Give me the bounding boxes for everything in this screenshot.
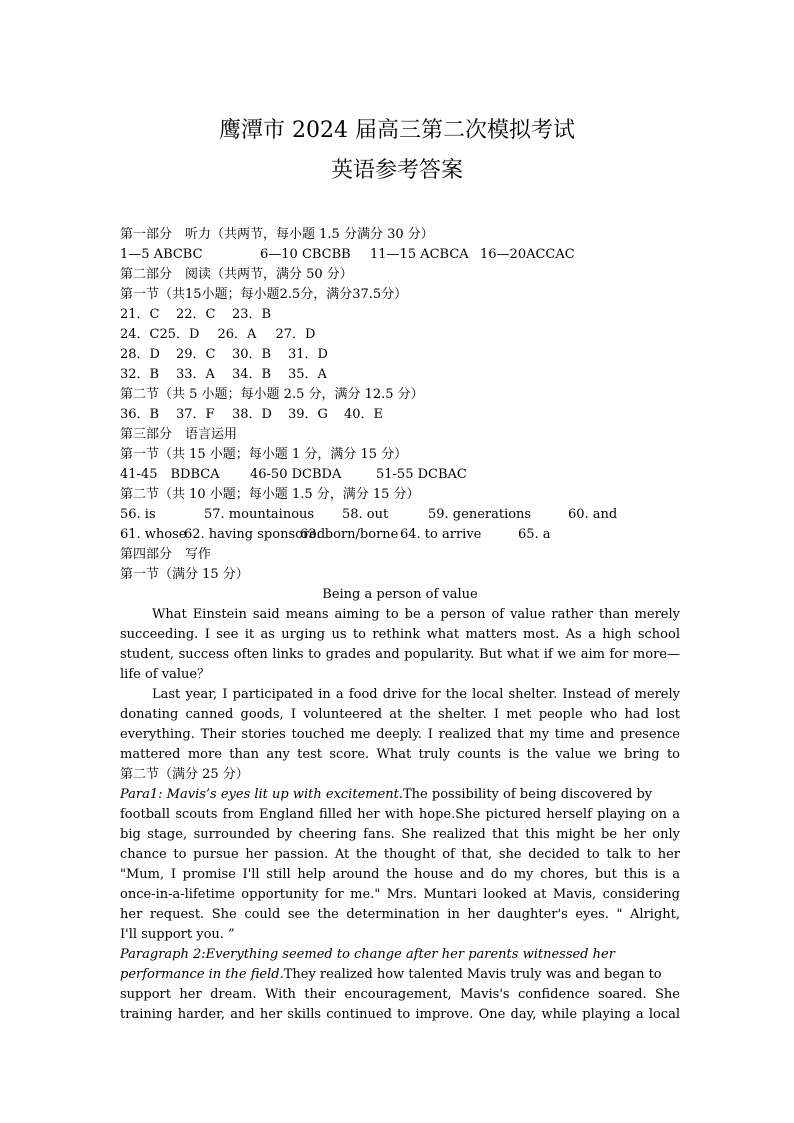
story-line: chance to pursue her passion. At the thought of that, she decided to talk to her bbox=[120, 847, 680, 862]
part1-answers bbox=[120, 245, 680, 265]
story-line: football scouts from England filled her with hope.She pictured herself playing on a bbox=[120, 807, 680, 822]
part4-sec2-heading: 第二节（满分 25 分） bbox=[120, 767, 249, 782]
para2-lead: Paragraph 2:Everything seemed to change after her parents witnessed her bbox=[120, 947, 615, 962]
story-line bbox=[120, 965, 680, 985]
para2-lead-end: performance in the field bbox=[120, 967, 280, 982]
story-line: I'll support you. ” bbox=[120, 927, 235, 942]
answer-row bbox=[120, 505, 680, 525]
answer-item: 40．E bbox=[344, 407, 384, 422]
answer-item: 21．C bbox=[120, 307, 160, 322]
part4-heading: 第四部分 写作 bbox=[120, 547, 212, 562]
answer-group: 16—20ACCAC bbox=[480, 247, 575, 262]
answer-group: 1—5 ABCBC bbox=[120, 247, 203, 262]
part2-heading: 第二部分 阅读（共两节，满分 50 分） bbox=[120, 267, 353, 282]
answer-item: 25．D bbox=[159, 327, 200, 342]
essay-line: mattered more than any test score. What truly counts is the value we bring to bbox=[120, 747, 680, 762]
answer-item: 27．D bbox=[275, 327, 316, 342]
answer-row bbox=[120, 305, 680, 325]
answer-item: 28．D bbox=[120, 347, 160, 362]
essay-line: Last year, I participated in a food drive for the local shelter. Instead of merely bbox=[152, 687, 680, 702]
answer-item: 23．B bbox=[232, 307, 272, 322]
part1-heading: 第一部分 听力（共两节，每小题 1.5 分满分 30 分） bbox=[120, 227, 434, 242]
answer-item: 32．B bbox=[120, 367, 160, 382]
document-title: 鹰潭市 2024 届高三第二次模拟考试 bbox=[219, 118, 575, 143]
para2-first: .They realized how talented Mavis truly was and began to bbox=[279, 967, 662, 982]
story-line: big stage, surrounded by cheering fans. She realized that this might be her only bbox=[120, 827, 680, 842]
answer-item: 56. is bbox=[120, 507, 156, 522]
answer-group: 51-55 DCBAC bbox=[376, 467, 467, 482]
answer-item: 62. having sponsored bbox=[184, 527, 326, 542]
part4-sec1-heading: 第一节（满分 15 分） bbox=[120, 567, 249, 582]
answer-item: 31．D bbox=[288, 347, 328, 362]
answer-item: 63. born/borne bbox=[300, 527, 399, 542]
essay-line: life of value？ bbox=[120, 667, 211, 682]
answer-item: 30．B bbox=[232, 347, 272, 362]
essay-line: donating canned goods, I volunteered at the shelter. I met people who had lost bbox=[120, 707, 680, 722]
answer-item: 37．F bbox=[176, 407, 215, 422]
story-line: training harder, and her skills continued to improve. One day, while playing a local bbox=[120, 1007, 680, 1022]
answer-item: 39．G bbox=[288, 407, 328, 422]
essay-line: What Einstein said means aiming to be a person of value rather than merely bbox=[152, 607, 680, 622]
answer-item: 58. out bbox=[342, 507, 389, 522]
answer-item: 22．C bbox=[176, 307, 216, 322]
answer-group: 11—15 ACBCA bbox=[370, 247, 469, 262]
answer-group: 41-45 BDBCA bbox=[120, 467, 220, 482]
part3-sec1-heading: 第一节（共 15 小题；每小题 1 分，满分 15 分） bbox=[120, 447, 408, 462]
essay-line: student, success often links to grades and popularity. But what if we aim for more— bbox=[120, 647, 680, 662]
essay-line: succeeding. I see it as urging us to rethink what matters most. As a high school bbox=[120, 627, 680, 642]
answer-item: 26．A bbox=[217, 327, 257, 342]
answer-item: 59. generations bbox=[428, 507, 532, 522]
answer-group: 46-50 DCBDA bbox=[250, 467, 342, 482]
answer-item: 34．B bbox=[232, 367, 272, 382]
answer-item: 29．C bbox=[176, 347, 216, 362]
answer-row bbox=[120, 405, 680, 425]
answer-item: 65. a bbox=[518, 527, 551, 542]
answer-row bbox=[120, 465, 680, 485]
part3-sec2-heading: 第二节（共 10 小题；每小题 1.5 分，满分 15 分） bbox=[120, 487, 420, 502]
story-line: once-in-a-lifetime opportunity for me." Mrs. Muntari looked at Mavis, considering bbox=[120, 887, 680, 902]
part2-sec2-heading: 第二节（共 5 小题；每小题 2.5 分，满分 12.5 分） bbox=[120, 387, 424, 402]
document-subtitle: 英语参考答案 bbox=[330, 158, 463, 183]
answer-row bbox=[120, 365, 680, 385]
story-line bbox=[120, 785, 680, 805]
answer-row bbox=[120, 345, 680, 365]
essay-line: everything. Their stories touched me deeply. I realized that my time and presence bbox=[120, 727, 680, 742]
answer-item: 57. mountainous bbox=[204, 507, 315, 522]
answer-item: 35．A bbox=[288, 367, 327, 382]
answer-group: 6—10 CBCBB bbox=[260, 247, 351, 262]
para1-first: The possibility of being discovered by bbox=[403, 787, 653, 802]
essay-title: Being a person of value bbox=[322, 587, 478, 602]
answer-row bbox=[120, 525, 680, 545]
story-line: her request. She could see the determination in her daughter's eyes. " Alright, bbox=[120, 907, 680, 922]
story-line: "Mum, I promise I'll still help around the house and do my chores, but this is a bbox=[120, 867, 680, 882]
answer-row bbox=[120, 325, 680, 345]
answer-item: 24．C bbox=[120, 327, 160, 342]
part3-heading: 第三部分 语言运用 bbox=[120, 427, 238, 442]
answer-body bbox=[120, 225, 680, 1025]
answer-item: 61. whose bbox=[120, 527, 187, 542]
story-line: support her dream. With their encouragement, Mavis's confidence soared. She bbox=[120, 987, 680, 1002]
answer-item: 60. and bbox=[568, 507, 618, 522]
answer-item: 64. to arrive bbox=[400, 527, 482, 542]
part2-sec1-heading: 第一节（共15小题；每小题2.5分，满分37.5分） bbox=[120, 287, 408, 302]
para1-lead: Para1: Mavis’s eyes lit up with excitement. bbox=[120, 787, 404, 802]
answer-item: 36．B bbox=[120, 407, 160, 422]
answer-item: 38．D bbox=[232, 407, 272, 422]
answer-item: 33．A bbox=[176, 367, 215, 382]
